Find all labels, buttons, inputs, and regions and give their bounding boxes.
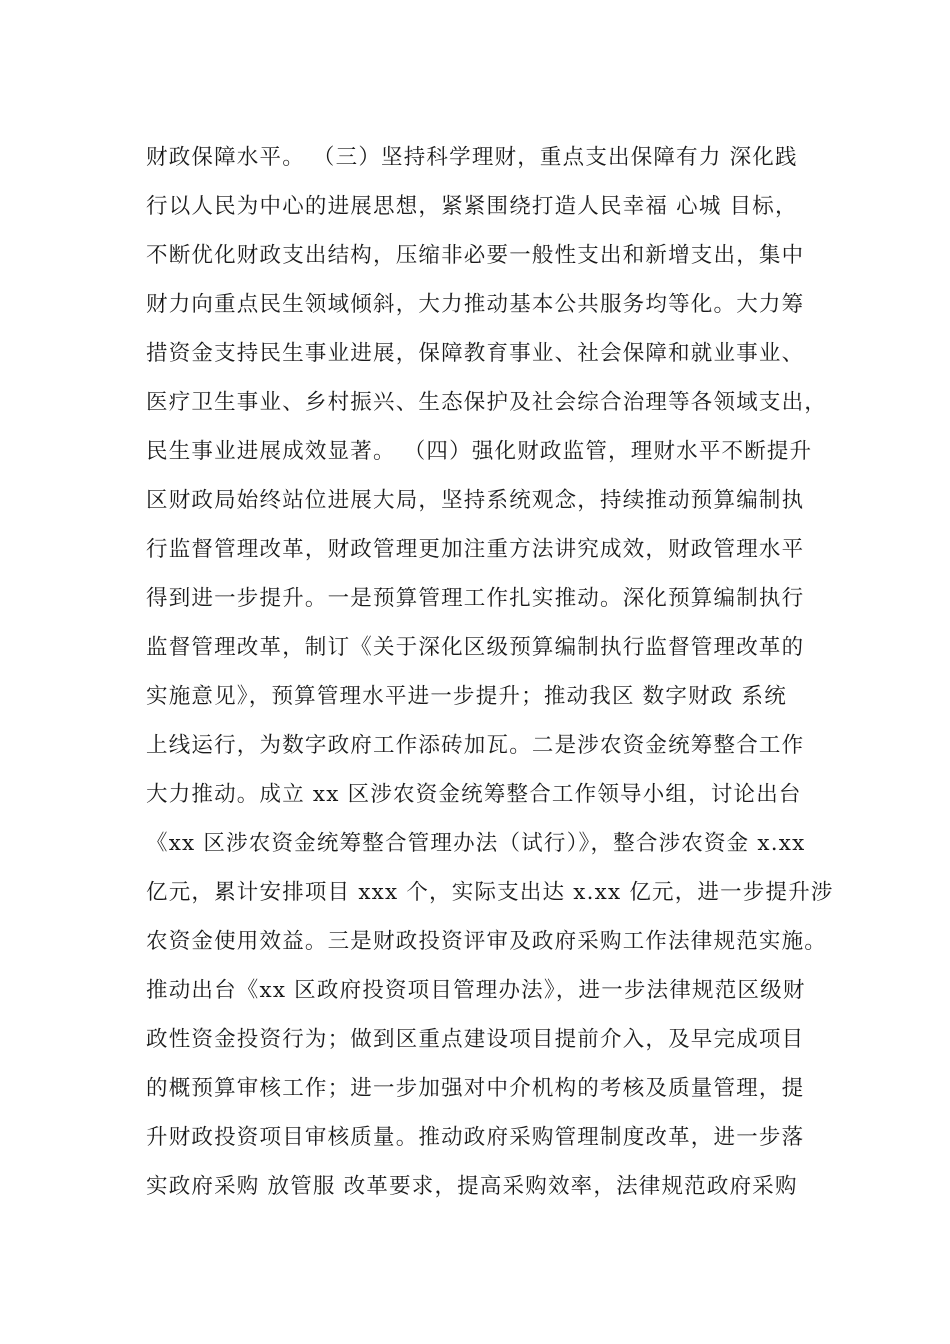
text-line: 的概预算审核工作；进一步加强对中介机构的考核及质量管理，提 <box>146 1076 805 1101</box>
text-line: 亿元，累计安排项目 xxx 个，实际支出达 x.xx 亿元，进一步提升涉 <box>146 880 834 905</box>
text-line: 民生事业进展成效显著。 （四）强化财政监管，理财水平不断提升 <box>146 439 813 464</box>
text-line: 升财政投资项目审核质量。推动政府采购管理制度改革，进一步落 <box>146 1125 805 1150</box>
text-line: 政性资金投资行为；做到区重点建设项目提前介入，及早完成项目 <box>146 1027 805 1052</box>
text-line: 实政府采购 放管服 改革要求，提高采购效率，法律规范政府采购 <box>146 1174 798 1199</box>
text-line: 《xx 区涉农资金统筹整合管理办法（试行）》，整合涉农资金 x.xx <box>146 831 806 856</box>
text-line: 财力向重点民生领域倾斜，大力推动基本公共服务均等化。大力筹 <box>146 292 805 317</box>
text-line: 措资金支持民生事业进展，保障教育事业、社会保障和就业事业、 <box>146 341 805 366</box>
body-text <box>146 133 836 1211</box>
text-line: 行以人民为中心的进展思想，紧紧围绕打造人民幸福 心城 目标， <box>146 194 798 219</box>
text-line: 实施意见》，预算管理水平进一步提升；推动我区 数字财政 系统 <box>146 684 787 709</box>
text-line: 财政保障水平。 （三）坚持科学理财，重点支出保障有力 深化践 <box>146 145 798 170</box>
text-line: 推动出台《xx 区政府投资项目管理办法》，进一步法律规范区级财 <box>146 978 806 1003</box>
text-line: 大力推动。成立 xx 区涉农资金统筹整合工作领导小组，讨论出台 <box>146 782 802 807</box>
text-line: 得到进一步提升。一是预算管理工作扎实推动。深化预算编制执行 <box>146 586 805 611</box>
text-line: 农资金使用效益。三是财政投资评审及政府采购工作法律规范实施。 <box>146 929 828 954</box>
text-line: 医疗卫生事业、乡村振兴、生态保护及社会综合治理等各领域支出， <box>146 390 828 415</box>
text-line: 上线运行，为数字政府工作添砖加瓦。二是涉农资金统筹整合工作 <box>146 733 805 758</box>
text-line: 行监督管理改革，财政管理更加注重方法讲究成效，财政管理水平 <box>146 537 805 562</box>
text-line: 监督管理改革，制订《关于深化区级预算编制执行监督管理改革的 <box>146 635 805 660</box>
text-line: 不断优化财政支出结构，压缩非必要一般性支出和新增支出，集中 <box>146 243 805 268</box>
text-line: 区财政局始终站位进展大局，坚持系统观念，持续推动预算编制执 <box>146 488 805 513</box>
